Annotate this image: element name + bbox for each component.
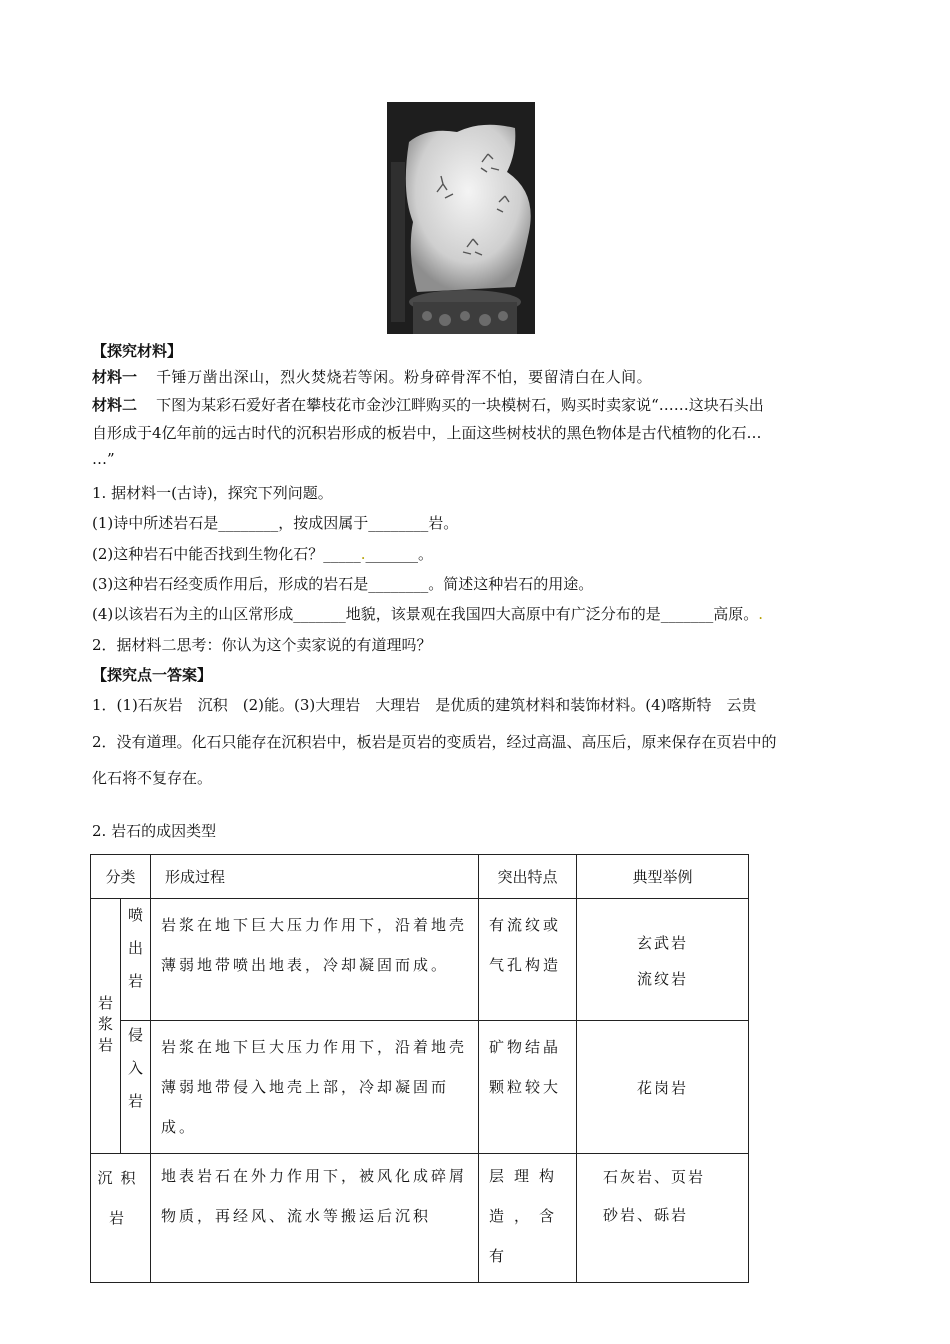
table-row xyxy=(91,1154,749,1283)
subtype-cell xyxy=(121,1021,151,1154)
table-row xyxy=(91,1021,749,1154)
header-process: 形成过程 xyxy=(151,855,479,899)
question-1-2-a: (2)这种岩石中能否找到生物化石？_____ xyxy=(92,545,361,563)
stone-image xyxy=(387,102,535,334)
answer-1: 1．(1)石灰岩 沉积 (2)能。(3)大理岩 大理岩 是优质的建筑材料和装饰材料。(4)喀斯特 云贵 xyxy=(92,696,757,714)
material-one-text: 千锤万凿出深山，烈火焚烧若等闲。粉身碎骨浑不怕，要留清白在人间。 xyxy=(156,368,653,386)
subtype-label: 侵入岩 xyxy=(126,1027,144,1126)
mark-dot: . xyxy=(360,545,366,563)
material-one-label: 材料一 xyxy=(92,368,138,386)
example-1: 玄武岩 xyxy=(637,934,689,952)
magma-group-cell xyxy=(91,899,121,1154)
magma-group-label: 岩浆岩 xyxy=(96,994,114,1058)
header-feature: 突出特点 xyxy=(479,855,577,899)
answer-2-line-1: 2．没有道理。化石只能存在沉积岩中，板岩是页岩的变质岩，经过高温、高压后，原来保存在页岩中的 xyxy=(92,733,777,751)
sedimentary-cell xyxy=(91,1154,151,1283)
question-1-3: (3)这种岩石经变质作用后，形成的岩石是________。简述这种岩石的用途。 xyxy=(92,575,594,593)
feature-text: 层理构造，含有 xyxy=(489,1167,565,1265)
process-cell xyxy=(151,1021,479,1154)
subtype-cell xyxy=(121,899,151,1021)
table-header-row xyxy=(91,855,749,899)
material-two-text-1: 下图为某彩石爱好者在攀枝花市金沙江畔购买的一块模树石，购买时卖家说“……这块石头出 xyxy=(156,396,764,414)
process-cell xyxy=(151,899,479,1021)
example-cell xyxy=(577,1154,749,1283)
process-text: 岩浆在地下巨大压力作用下，沿着地壳薄弱地带喷出地表，冷却凝固而成。 xyxy=(161,916,468,974)
section-title: 2. 岩石的成因类型 xyxy=(92,822,217,840)
question-1-4 xyxy=(92,603,763,625)
mark-dot: . xyxy=(758,605,764,623)
example-2: 砂岩、砾岩 xyxy=(603,1206,689,1224)
material-two-text-3: …” xyxy=(92,450,115,468)
feature-cell xyxy=(479,899,577,1021)
example-2: 流纹岩 xyxy=(637,970,689,988)
feature-cell xyxy=(479,1021,577,1154)
question-2: 2．据材料二思考：你认为这个卖家说的有道理吗？ xyxy=(92,636,432,654)
question-1-2-b: _______。 xyxy=(365,545,434,563)
material-two-label: 材料二 xyxy=(92,396,138,414)
question-1-4-text: (4)以该岩石为主的山区常形成_______地貌，该景观在我国四大高原中有广泛分布的是_______高原。 xyxy=(92,605,759,623)
process-text: 岩浆在地下巨大压力作用下，沿着地壳薄弱地带侵入地壳上部，冷却凝固而成。 xyxy=(161,1038,468,1136)
fossil-stone-photo xyxy=(387,102,535,334)
answers-heading: 【探究点一答案】 xyxy=(92,666,213,684)
sedimentary-label: 沉积岩 xyxy=(97,1169,144,1227)
material-two xyxy=(92,394,764,416)
process-cell xyxy=(151,1154,479,1283)
question-1: 1. 据材料一(古诗)，探究下列问题。 xyxy=(92,484,333,502)
feature-text: 矿物结晶颗粒较大 xyxy=(489,1038,562,1096)
material-one xyxy=(92,366,652,388)
example-cell xyxy=(577,1021,749,1154)
explore-heading: 【探究材料】 xyxy=(92,342,183,360)
header-example: 典型举例 xyxy=(577,855,749,899)
example-1: 石灰岩、页岩 xyxy=(603,1168,706,1186)
process-text: 地表岩石在外力作用下，被风化成碎屑物质，再经风、流水等搬运后沉积 xyxy=(161,1167,468,1225)
rock-types-table xyxy=(90,854,749,1283)
question-1-1: (1)诗中所述岩石是________，按成因属于________岩。 xyxy=(92,514,459,532)
example-1: 花岗岩 xyxy=(637,1078,689,1097)
answer-2-line-2: 化石将不复存在。 xyxy=(92,769,213,787)
header-category: 分类 xyxy=(91,855,151,899)
subtype-label: 喷出岩 xyxy=(126,907,144,1006)
example-cell xyxy=(577,899,749,1021)
material-two-text-2: 自形成于4亿年前的远古时代的沉积岩形成的板岩中，上面这些树枝状的黑色物体是古代植物的化石… xyxy=(92,424,762,442)
feature-cell xyxy=(479,1154,577,1283)
feature-text: 有流纹或气孔构造 xyxy=(489,916,562,974)
question-1-2 xyxy=(92,543,433,565)
table-row xyxy=(91,899,749,1021)
